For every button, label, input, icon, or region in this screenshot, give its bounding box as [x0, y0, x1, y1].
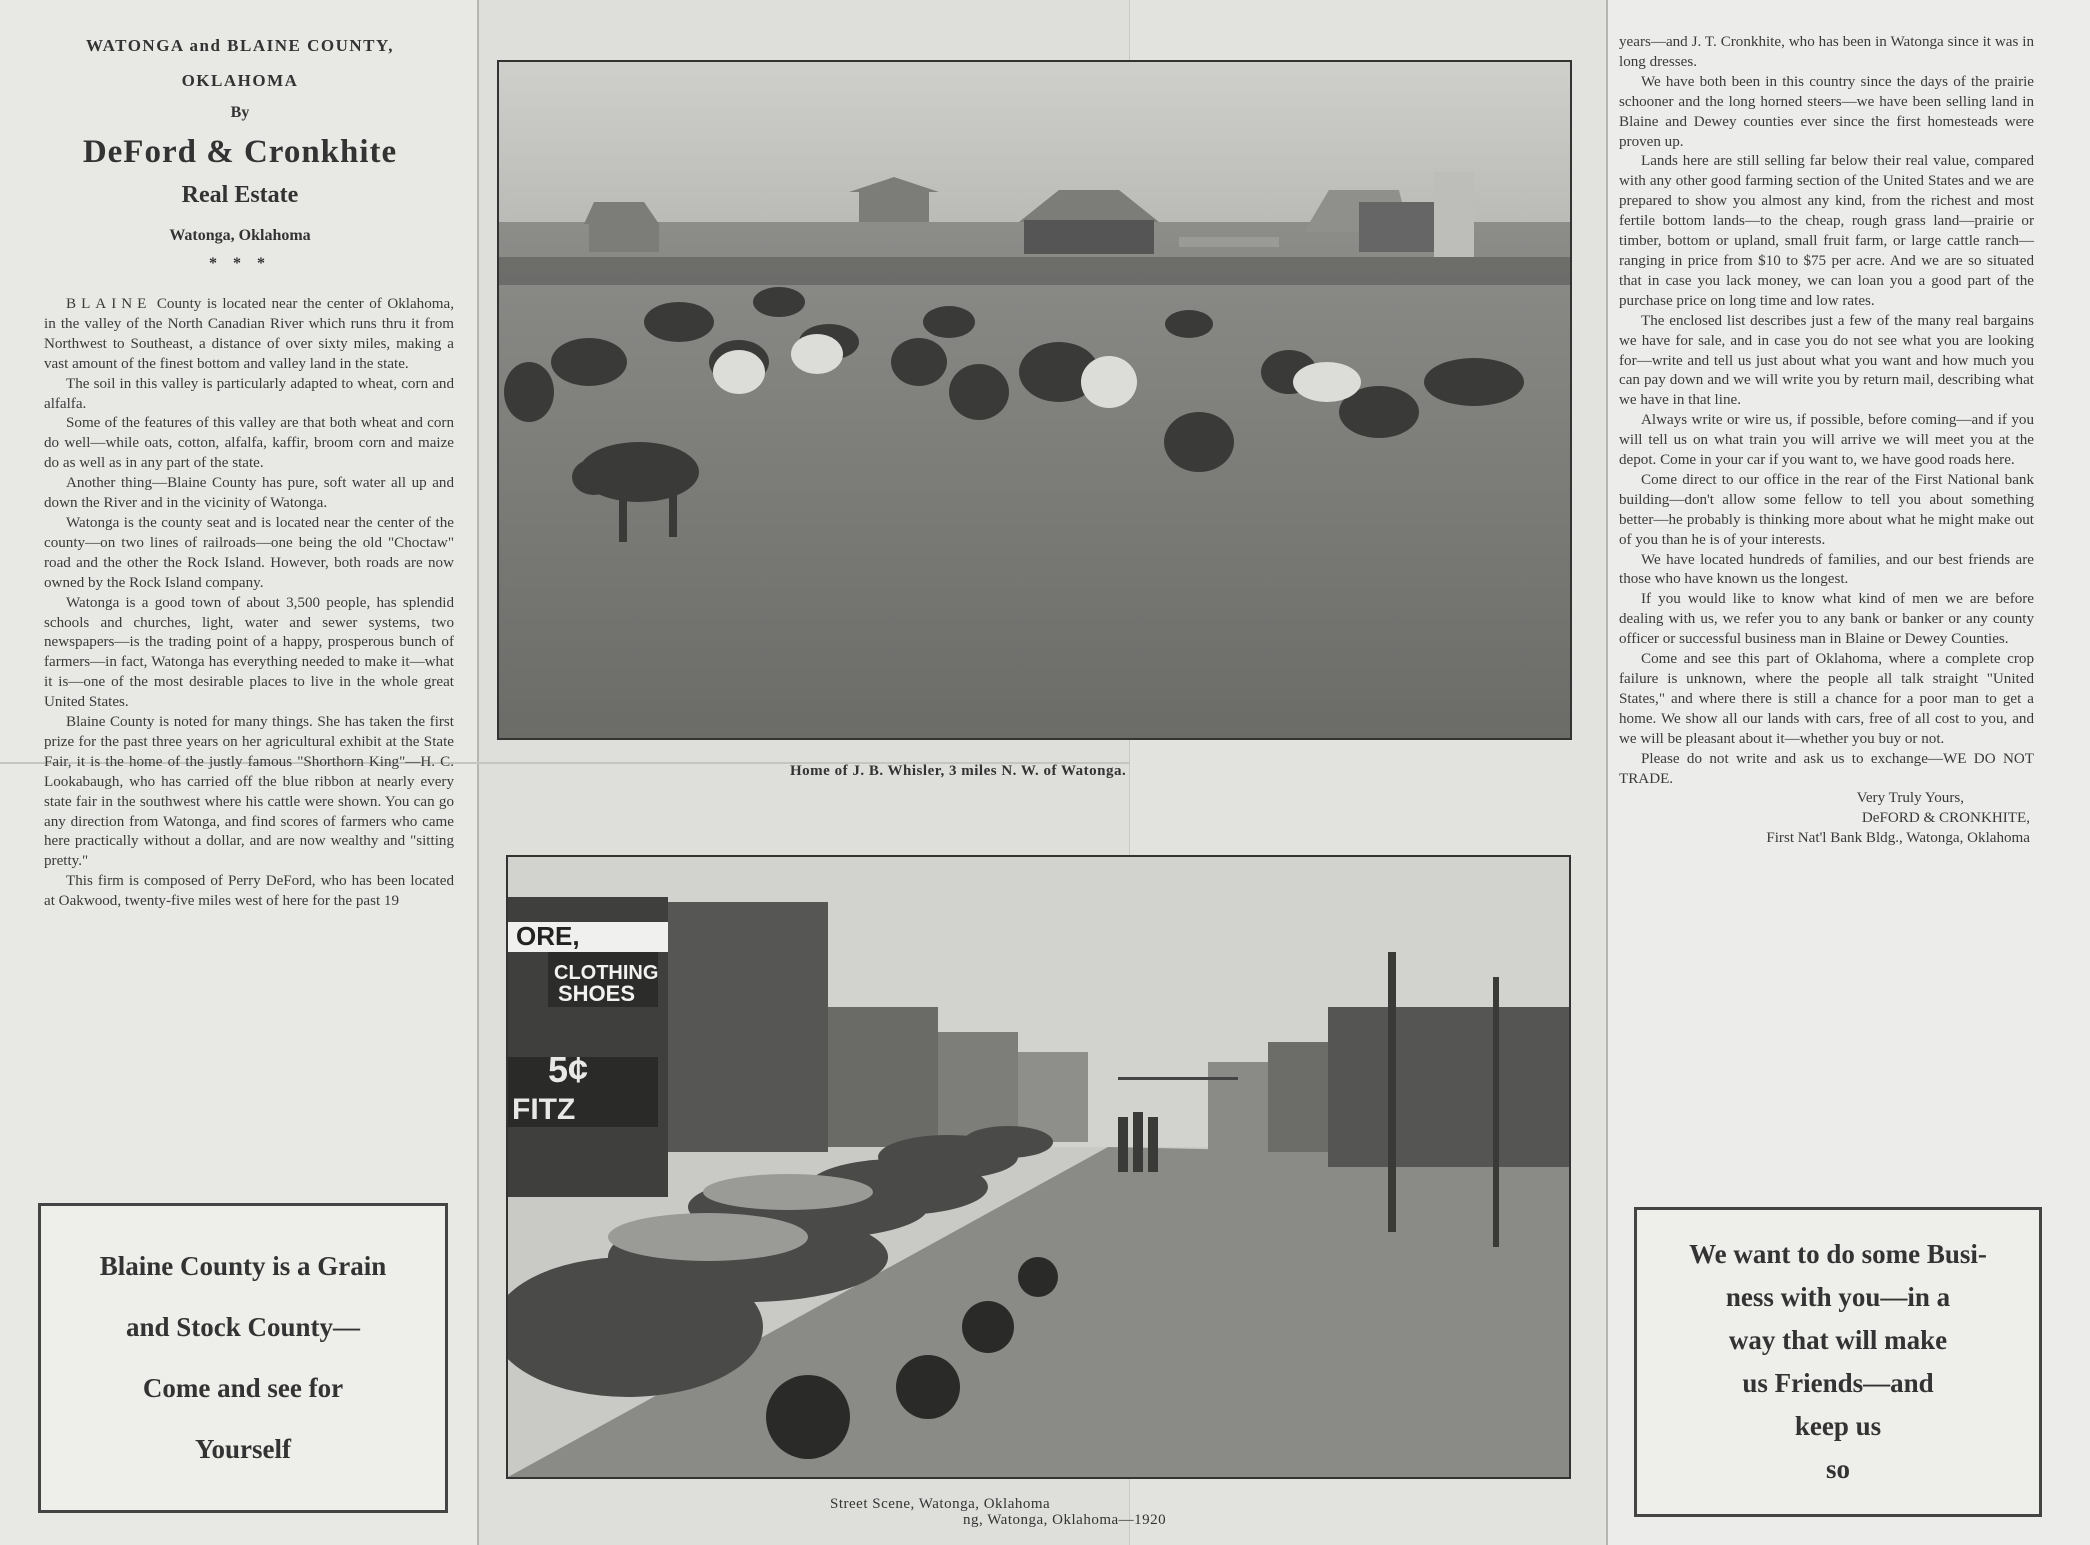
slogan-line: keep us: [1794, 1411, 1882, 1441]
slogan-line: and Stock County—: [125, 1312, 361, 1342]
slogan-line: Blaine County is a Grain: [99, 1251, 387, 1281]
right-paragraph-4: The enclosed list describes just a few of the many real bargains we have for sale, and in case you do not see what you are looking for—write and tell us just about what you want and how much you can pay down and we will write you by return mail, describing what we have in that line.: [1619, 312, 2034, 409]
shoes-sign-text: SHOES: [558, 981, 636, 1006]
price-sign-text: 5¢: [548, 1049, 589, 1090]
store-sign-text: ORE,: [516, 921, 580, 951]
fold-line-right: [1606, 0, 1608, 1545]
left-paragraph-7: Blaine County is noted for many things. She has taken the first prize for the past three years on her agricultural exhibit at the State Fair, it is the home of the justly famous "Shorthorn King"—H. C. Lookabaugh, who has carried off the blue ribbon at nearly every state fair in the southwest where his cattle were shown. You can go any direction from Watonga, and find scores of farmers who came here practically without a dollar, and are now wealthy and "sitting pretty.": [44, 714, 454, 870]
right-paragraph-7: We have located hundreds of families, and our best friends are those who have known us the longest.: [1619, 551, 2034, 588]
slogan-line: Yourself: [195, 1434, 291, 1464]
left-article: [44, 295, 454, 912]
dropcap-word: BLAINE: [66, 296, 152, 312]
slogan-box-right: [1634, 1207, 2042, 1517]
header-ornament: * * *: [209, 255, 271, 272]
fitz-sign-text: FITZ: [512, 1093, 576, 1126]
street-photo-date-caption: ng, Watonga, Oklahoma—1920: [963, 1512, 1167, 1528]
slogan-line: ness with you—in a: [1725, 1282, 1951, 1312]
right-paragraph-1: years—and J. T. Cronkhite, who has been in Watonga since it was in long dresses.: [1619, 34, 2034, 70]
slogan-line: us Friends—and: [1742, 1368, 1934, 1398]
right-paragraph-5: Always write or wire us, if possible, before coming—and if you will tell us on what train you will arrive we will meet you at the depot. Come in your car if you want to, we have good roads here.: [1619, 412, 2034, 469]
header-by: By: [230, 104, 250, 121]
street-photo-drawing: [508, 857, 1569, 1477]
right-paragraph-8: If you would like to know what kind of men we are before dealing with us, we refer you to any bank or banker or any county officer or successful business man in Blaine or Dewey Counties.: [1619, 591, 2034, 648]
left-paragraph-1: [44, 295, 454, 375]
left-paragraph-2: The soil in this valley is particularly adapted to wheat, corn and alfalfa.: [44, 375, 454, 412]
letter-closing: Very Truly Yours,: [1856, 790, 1964, 807]
header-state: OKLAHOMA: [181, 71, 299, 90]
left-paragraph-5: Watonga is the county seat and is located near the center of the county—on two lines of railroads—one being the old "Choctaw" road and the other the Rock Island. However, both roads are now owned by the Rock Island company.: [44, 514, 454, 591]
ranch-cattle-photo: [497, 60, 1572, 740]
street-photo-caption: Street Scene, Watonga, Oklahoma: [830, 1496, 1051, 1512]
left-paragraph-8: This firm is composed of Perry DeFord, who has been located at Oakwood, twenty-five miles west of here for the past 19: [44, 873, 454, 910]
right-paragraph-2: We have both been in this country since the days of the prairie schooner and the long horned steers—we have been selling land in Blaine and Dewey counties ever since the first homesteads were proven up.: [1619, 73, 2034, 150]
office-address: First Nat'l Bank Bldg., Watonga, Oklahoma: [1766, 830, 2030, 847]
slogan-line: so: [1825, 1454, 1850, 1484]
right-paragraph-6: Come direct to our office in the rear of the First National bank building—don't allow some fellow to tell you about something better—he probably is thinking more about what he might make out of you than he is of your interests.: [1619, 471, 2034, 548]
firm-name: DeFord & Cronkhite: [82, 134, 398, 170]
left-paragraph-6: Watonga is a good town of about 3,500 people, has splendid schools and churches, light, water and sewer systems, two newspapers—is the trading point of a happy, prosperous bunch of farmers—in fact, Watonga has everything needed to make it—what it is—one of the most desirable places to live in the whole great United States.: [44, 594, 454, 711]
slogan-line: way that will make: [1728, 1325, 1948, 1355]
slogan-box-left: [38, 1203, 448, 1513]
left-paragraph-4: Another thing—Blaine County has pure, soft water all up and down the River and in the vicinity of Watonga.: [44, 475, 454, 512]
ranch-photo-drawing: [499, 62, 1570, 738]
header-place: WATONGA and BLAINE COUNTY,: [86, 36, 394, 55]
fold-line-left: [477, 0, 479, 1545]
left-paragraph-3: Some of the features of this valley are that both wheat and corn do well—while oats, cotton, alfalfa, kaffir, broom corn and maize do as well as in any part of the state.: [44, 415, 454, 472]
header-town: Watonga, Oklahoma: [169, 227, 311, 244]
slogan-line: We want to do some Busi-: [1689, 1239, 1987, 1269]
slogan-line: Come and see for: [142, 1373, 344, 1403]
right-article: [1619, 33, 2034, 849]
main-street-photo: [506, 855, 1571, 1479]
left-paragraph-1-text: County is located near the center of Oklahoma, in the valley of the North Canadian River which runs thru it from Northwest to Southeast, a distance of over sixty miles, making a vast amount of the finest bottom and valley land in the state.: [44, 296, 454, 372]
letter-signature: DeFORD & CRONKHITE,: [1861, 810, 2030, 827]
ranch-photo-caption: Home of J. B. Whisler, 3 miles N. W. of Watonga.: [790, 763, 1127, 779]
business-type: Real Estate: [181, 182, 299, 208]
right-paragraph-10: Please do not write and ask us to exchange—WE DO NOT TRADE.: [1619, 750, 2034, 787]
right-paragraph-3: Lands here are still selling far below their real value, compared with any other good farming section of the United States and we are prepared to show you almost any kind, from the richest and most fertile bottom lands—to the cheap, rough grass land—prairie or timber, bottom or upland, small fruit farm, or large cattle ranch—ranging in price from $10 to $75 per acre. And we are so situated that in case you lack money, we can loan you a good part of the purchase price on long time and low rates.: [1619, 153, 2034, 309]
right-paragraph-9: Come and see this part of Oklahoma, where a complete crop failure is unknown, where the people all talk straight "United States," and where there is still a chance for a poor man to get a home. We show all our lands with cars, free of all cost to you, and we will be pleasant about it—whether you buy or not.: [1619, 651, 2034, 747]
clothing-sign-text: CLOTHING: [554, 962, 659, 984]
